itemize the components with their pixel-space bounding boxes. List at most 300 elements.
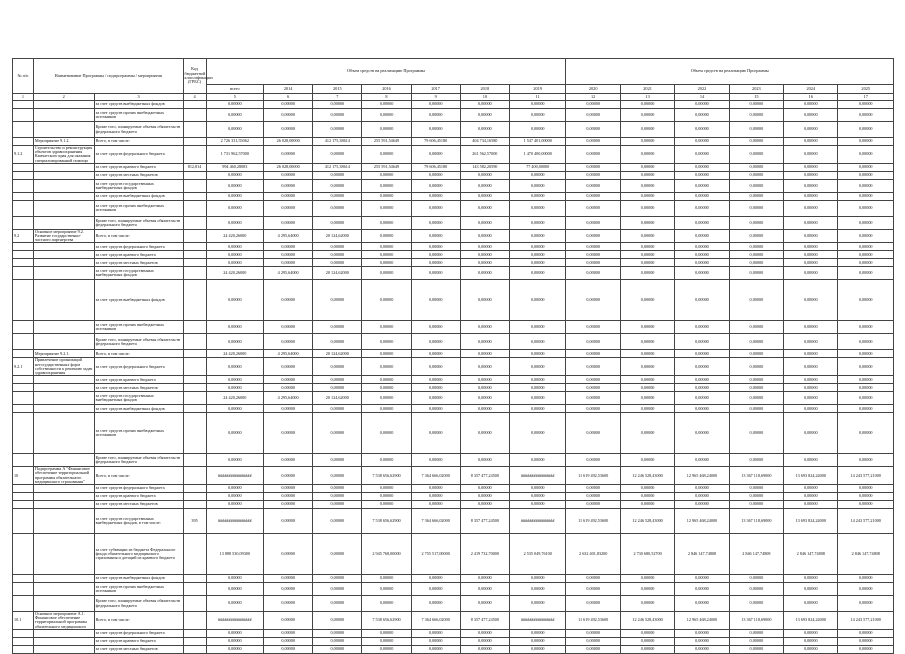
row-value: 0,00000 [411,321,460,334]
row-value: 0,00000 [566,122,620,138]
row-value: 0,00000 [784,596,838,612]
row-name [33,109,94,122]
table-row [13,645,894,653]
row-value: 0,00000 [620,138,674,146]
row-kbk: 395 [183,509,206,534]
row-value: 0,00000 [838,243,894,251]
row-kbk [183,637,206,645]
row-value: 0,00000 [675,138,729,146]
row-value: 0,00000 [729,596,783,612]
row-kbk [183,179,206,192]
row-value: 0,00000 [509,454,566,467]
row-value: 8 357 477,24500 [460,467,509,485]
row-value: 0,00000 [313,216,362,229]
row-value: 0,00000 [362,454,411,467]
row-value: 0,00000 [362,637,411,645]
row-value: 11 619 492,53600 [566,612,620,630]
row-value: 24 420,26000 [206,350,264,358]
row-value: 0,00000 [362,413,411,454]
row-value: 0,00000 [264,509,313,534]
row-value: 0,00000 [264,179,313,192]
row-value: 0,00000 [313,501,362,509]
row-value: 0,00000 [509,251,566,259]
row-value: 0,00000 [460,267,509,280]
row-number [13,334,34,350]
row-value: 0,00000 [838,280,894,321]
row-value: 0,00000 [620,384,674,392]
header-name: Наименование Программы / подпрограммы / мероприятия [33,59,183,94]
row-value: 0,00000 [675,192,729,200]
row-value: 0,00000 [206,637,264,645]
row-source: за счет средств прочих внебюджетных источников [94,321,183,334]
row-value: 0,00000 [411,122,460,138]
row-name [33,216,94,229]
row-value: 0,00000 [313,596,362,612]
row-kbk [183,493,206,501]
row-value: 0,00000 [729,259,783,267]
row-value: 0,00000 [566,280,620,321]
row-value: 0,00000 [264,358,313,376]
row-kbk [183,467,206,485]
row-value: 0,00000 [620,280,674,321]
row-value: 7 538 656,62900 [362,509,411,534]
row-value: 0,00000 [838,454,894,467]
header-year: 2024 [784,85,838,94]
row-value: 0,00000 [675,376,729,384]
row-value: 2 846 147,74808 [675,534,729,575]
row-value: 0,00000 [620,334,674,350]
row-name [33,192,94,200]
row-name [33,485,94,493]
row-value: ################ [206,509,264,534]
row-value: 0,00000 [460,392,509,405]
row-value: 0,00000 [620,358,674,376]
row-value: 0,00000 [566,192,620,200]
row-value: 0,00000 [838,596,894,612]
row-value: 0,00000 [784,138,838,146]
row-value: 0,00000 [566,163,620,171]
row-value: 0,00000 [566,637,620,645]
column-number: 12 [566,94,620,101]
row-kbk [183,583,206,596]
row-value: 0,00000 [784,454,838,467]
row-value: 0,00000 [460,192,509,200]
row-value: ################ [509,509,566,534]
row-value: 0,00000 [313,243,362,251]
row-value: 0,00000 [620,109,674,122]
row-value: 0,00000 [313,334,362,350]
row-source: Всего, в том числе: [94,350,183,358]
row-value: 0,00000 [509,583,566,596]
row-value: 0,00000 [206,192,264,200]
row-value: ################ [206,612,264,630]
row-number [13,501,34,509]
table-row [13,229,894,243]
row-value: 0,00000 [566,101,620,109]
row-name [33,575,94,583]
row-kbk: 812,814 [183,163,206,171]
row-source: за счет средств местных бюджетов [94,645,183,653]
row-value: 0,00000 [620,501,674,509]
table-row [13,509,894,534]
row-value: 0,00000 [460,122,509,138]
row-number [13,259,34,267]
row-value: 24 420,26000 [206,392,264,405]
row-value: 0,00000 [509,267,566,280]
row-number [13,350,34,358]
row-value: 0,00000 [729,122,783,138]
row-value: 0,00000 [566,454,620,467]
row-value: 20 124,62000 [313,229,362,243]
row-value: 0,00000 [620,179,674,192]
row-value: 0,00000 [264,200,313,216]
header-year: 2015 [313,85,362,94]
row-value: 0,00000 [206,259,264,267]
row-value: 0,00000 [509,200,566,216]
row-kbk [183,596,206,612]
row-value: 0,00000 [411,358,460,376]
row-value: 0,00000 [784,334,838,350]
row-value: 0,00000 [264,485,313,493]
row-value: 0,00000 [509,171,566,179]
row-value: 0,00000 [509,321,566,334]
row-value: 7 538 656,62900 [362,467,411,485]
row-name [33,405,94,413]
row-value: 0,00000 [411,384,460,392]
row-value: 0,00000 [313,612,362,630]
row-value: 0,00000 [620,392,674,405]
row-value: 0,00000 [509,280,566,321]
row-value: 0,00000 [411,596,460,612]
row-value: 2 535 049,76100 [509,534,566,575]
row-value: 2 846 147,74808 [729,534,783,575]
row-value: 0,00000 [675,629,729,637]
row-value: 0,00000 [784,350,838,358]
row-source: за счет средств государственных внебюджетных фондов [94,267,183,280]
row-kbk [183,629,206,637]
row-value: 0,00000 [264,645,313,653]
row-value: 0,00000 [620,267,674,280]
row-value: 0,00000 [411,200,460,216]
row-value: 4 295,64000 [264,350,313,358]
row-value: 79 606,45180 [411,138,460,146]
row-name [33,376,94,384]
row-kbk [183,405,206,413]
row-kbk [183,171,206,179]
row-value: 0,00000 [460,596,509,612]
row-source: Всего, в том числе: [94,229,183,243]
row-value: 0,00000 [264,122,313,138]
row-value: 0,00000 [313,493,362,501]
row-value: 0,00000 [362,392,411,405]
row-value: 0,00000 [566,259,620,267]
row-value: ################ [509,612,566,630]
column-number: 14 [675,94,729,101]
row-value: 0,00000 [620,413,674,454]
row-number [13,493,34,501]
row-value: 12 965 468,24000 [675,467,729,485]
row-name [33,122,94,138]
row-value: 0,00000 [784,216,838,229]
row-value: 0,00000 [729,376,783,384]
row-value: 0,00000 [838,350,894,358]
table-row [13,413,894,454]
row-value: 0,00000 [784,146,838,164]
row-value: 0,00000 [509,501,566,509]
row-value: 0,00000 [460,350,509,358]
row-number [13,321,34,334]
row-value: 7 364 666,02000 [411,467,460,485]
row-value: 0,00000 [460,583,509,596]
row-name [33,534,94,575]
row-number [13,485,34,493]
row-value: 0,00000 [838,405,894,413]
row-value: 0,00000 [411,229,460,243]
row-value: 0,00000 [509,334,566,350]
row-number [13,192,34,200]
row-value: 0,00000 [362,122,411,138]
row-value: 0,00000 [264,467,313,485]
row-value: 994 460,28083 [206,163,264,171]
row-source: за счет средств местных бюджетов [94,259,183,267]
row-value: 0,00000 [362,376,411,384]
table-row [13,138,894,146]
row-value: 0,00000 [313,583,362,596]
table-row [13,384,894,392]
row-value: 0,00000 [206,251,264,259]
row-value: 2 632 401,83200 [566,534,620,575]
row-kbk [183,376,206,384]
row-kbk [183,501,206,509]
row-value: 0,00000 [566,146,620,164]
row-value: 0,00000 [838,493,894,501]
row-number: 9.1.2 [13,146,34,164]
table-row [13,637,894,645]
table-row [13,163,894,171]
row-value: 0,00000 [838,392,894,405]
row-name: Мероприятие 9.2.1. [33,350,94,358]
row-value: 0,00000 [411,179,460,192]
row-number: 9.2 [13,229,34,243]
table-row [13,358,894,376]
row-value: 0,00000 [362,405,411,413]
row-source: за счет средств прочих внебюджетных источников [94,583,183,596]
row-value: 0,00000 [620,350,674,358]
row-value: 0,00000 [784,392,838,405]
table-row [13,454,894,467]
row-value: 0,00000 [460,485,509,493]
row-value: 0,00000 [411,267,460,280]
row-value: 0,00000 [460,171,509,179]
row-value: 0,00000 [362,596,411,612]
row-value: 0,00000 [509,413,566,454]
row-value: 0,00000 [729,358,783,376]
row-kbk [183,612,206,630]
column-number: 13 [620,94,674,101]
row-value: 0,00000 [838,413,894,454]
row-number [13,392,34,405]
row-kbk [183,645,206,653]
row-value: 0,00000 [362,645,411,653]
row-value: 0,00000 [566,171,620,179]
row-value: 0,00000 [411,350,460,358]
row-value: 0,00000 [264,637,313,645]
row-number [13,596,34,612]
row-value: 0,00000 [838,146,894,164]
row-value: 0,00000 [784,259,838,267]
row-value: 0,00000 [362,200,411,216]
row-value: 143 582,20590 [460,163,509,171]
row-number [13,629,34,637]
row-number [13,637,34,645]
row-value: 0,00000 [838,485,894,493]
row-source: за счет средств местных бюджетов [94,384,183,392]
row-value: 0,00000 [620,637,674,645]
row-value: 11 619 492,53600 [566,467,620,485]
row-value: 13 693 824,24000 [784,612,838,630]
row-value: 0,00000 [838,192,894,200]
row-value: 0,00000 [460,405,509,413]
row-value: 0,00000 [838,229,894,243]
row-value: 0,00000 [206,334,264,350]
row-value: 0,00000 [566,243,620,251]
row-value: 0,00000 [206,179,264,192]
row-value: 0,00000 [264,583,313,596]
row-value: 0,00000 [460,243,509,251]
row-value: 0,00000 [566,493,620,501]
row-number [13,583,34,596]
row-value: 0,00000 [620,101,674,109]
row-value: 0,00000 [675,200,729,216]
row-value: 0,00000 [838,122,894,138]
row-value: 255 591,54649 [362,163,411,171]
row-value: 0,00000 [313,629,362,637]
row-value: 0,00000 [566,350,620,358]
row-value: 0,00000 [206,596,264,612]
row-value: 0,00000 [411,171,460,179]
row-value: 0,00000 [206,321,264,334]
row-value: 13 693 824,24000 [784,509,838,534]
row-name [33,171,94,179]
row-value: 0,00000 [838,101,894,109]
row-value: 0,00000 [784,109,838,122]
row-value: 0,00000 [838,109,894,122]
row-value: 0,00000 [362,384,411,392]
header-year: 2017 [411,85,460,94]
row-value: 0,00000 [313,251,362,259]
table-row [13,243,894,251]
row-value: 0,00000 [460,629,509,637]
row-value: 0,00000 [566,384,620,392]
row-value: 0,00000 [729,334,783,350]
row-value: 0,00000 [411,376,460,384]
row-value: 0,00000 [784,413,838,454]
header-total: всего [206,85,264,94]
row-number [13,243,34,251]
row-value: 0,00000 [509,179,566,192]
row-source: за счет средств государственных внебюджетных фондов, в том числе: [94,509,183,534]
row-value: 0,00000 [206,101,264,109]
row-source: за счет средств местных бюджетов [94,501,183,509]
row-value: 0,00000 [362,334,411,350]
row-value: 4 295,64000 [264,267,313,280]
row-value: 0,00000 [362,501,411,509]
table-row [13,334,894,350]
row-value: 0,00000 [362,321,411,334]
row-value: 0,00000 [313,101,362,109]
row-value: 0,00000 [675,280,729,321]
row-value: 0,00000 [729,251,783,259]
row-value: 0,00000 [362,251,411,259]
row-value: 0,00000 [411,575,460,583]
column-number: 2 [33,94,94,101]
row-value: 0,00000 [620,251,674,259]
row-name [33,645,94,653]
row-value: 0,00000 [784,280,838,321]
header-year: 2018 [460,85,509,94]
row-value: 0,00000 [264,534,313,575]
row-value: 0,00000 [460,501,509,509]
row-value: 0,00000 [675,583,729,596]
row-value: 0,00000 [313,509,362,534]
row-value: 0,00000 [362,192,411,200]
row-value: 0,00000 [264,109,313,122]
row-value: 0,00000 [675,163,729,171]
row-value: 0,00000 [675,101,729,109]
row-value: 13 367 118,69000 [729,612,783,630]
row-value: 0,00000 [838,251,894,259]
column-number: 1 [13,94,34,101]
row-value: 0,00000 [460,384,509,392]
row-value: 0,00000 [264,405,313,413]
row-value: 0,00000 [620,493,674,501]
row-value: 0,00000 [729,109,783,122]
row-kbk [183,146,206,164]
row-value: 0,00000 [566,200,620,216]
row-value: 0,00000 [460,179,509,192]
row-value: 0,00000 [729,637,783,645]
row-source: за счет средств краевого бюджета [94,376,183,384]
row-value: 0,00000 [460,216,509,229]
row-value: 0,00000 [206,171,264,179]
row-value: 0,00000 [566,229,620,243]
row-kbk [183,321,206,334]
row-name [33,454,94,467]
row-source: за счет средств прочих внебюджетных источников [94,109,183,122]
row-number [13,122,34,138]
row-value: 0,00000 [566,376,620,384]
row-value: 0,00000 [838,171,894,179]
row-value: 2 419 732,70000 [460,534,509,575]
row-value: 0,00000 [566,413,620,454]
column-number: 16 [784,94,838,101]
row-source: за счет субвенции из бюджета Федерального фонда обязательного медицинского страхования и дотаций из краевого бюджета [94,534,183,575]
row-value: 0,00000 [313,575,362,583]
row-source: за счет средств федерального бюджета [94,485,183,493]
table-row [13,467,894,485]
row-value: 0,00000 [729,645,783,653]
header-plan-2: Объем средств на реализацию Программы [566,59,894,85]
row-kbk [183,358,206,376]
row-value: 0,00000 [620,259,674,267]
row-value: 0,00000 [675,321,729,334]
row-value: 0,00000 [838,501,894,509]
row-value: 0,00000 [675,637,729,645]
row-value: 0,00000 [509,101,566,109]
row-value: 0,00000 [313,179,362,192]
row-value: 0,00000 [411,392,460,405]
row-value: 0,00000 [509,575,566,583]
